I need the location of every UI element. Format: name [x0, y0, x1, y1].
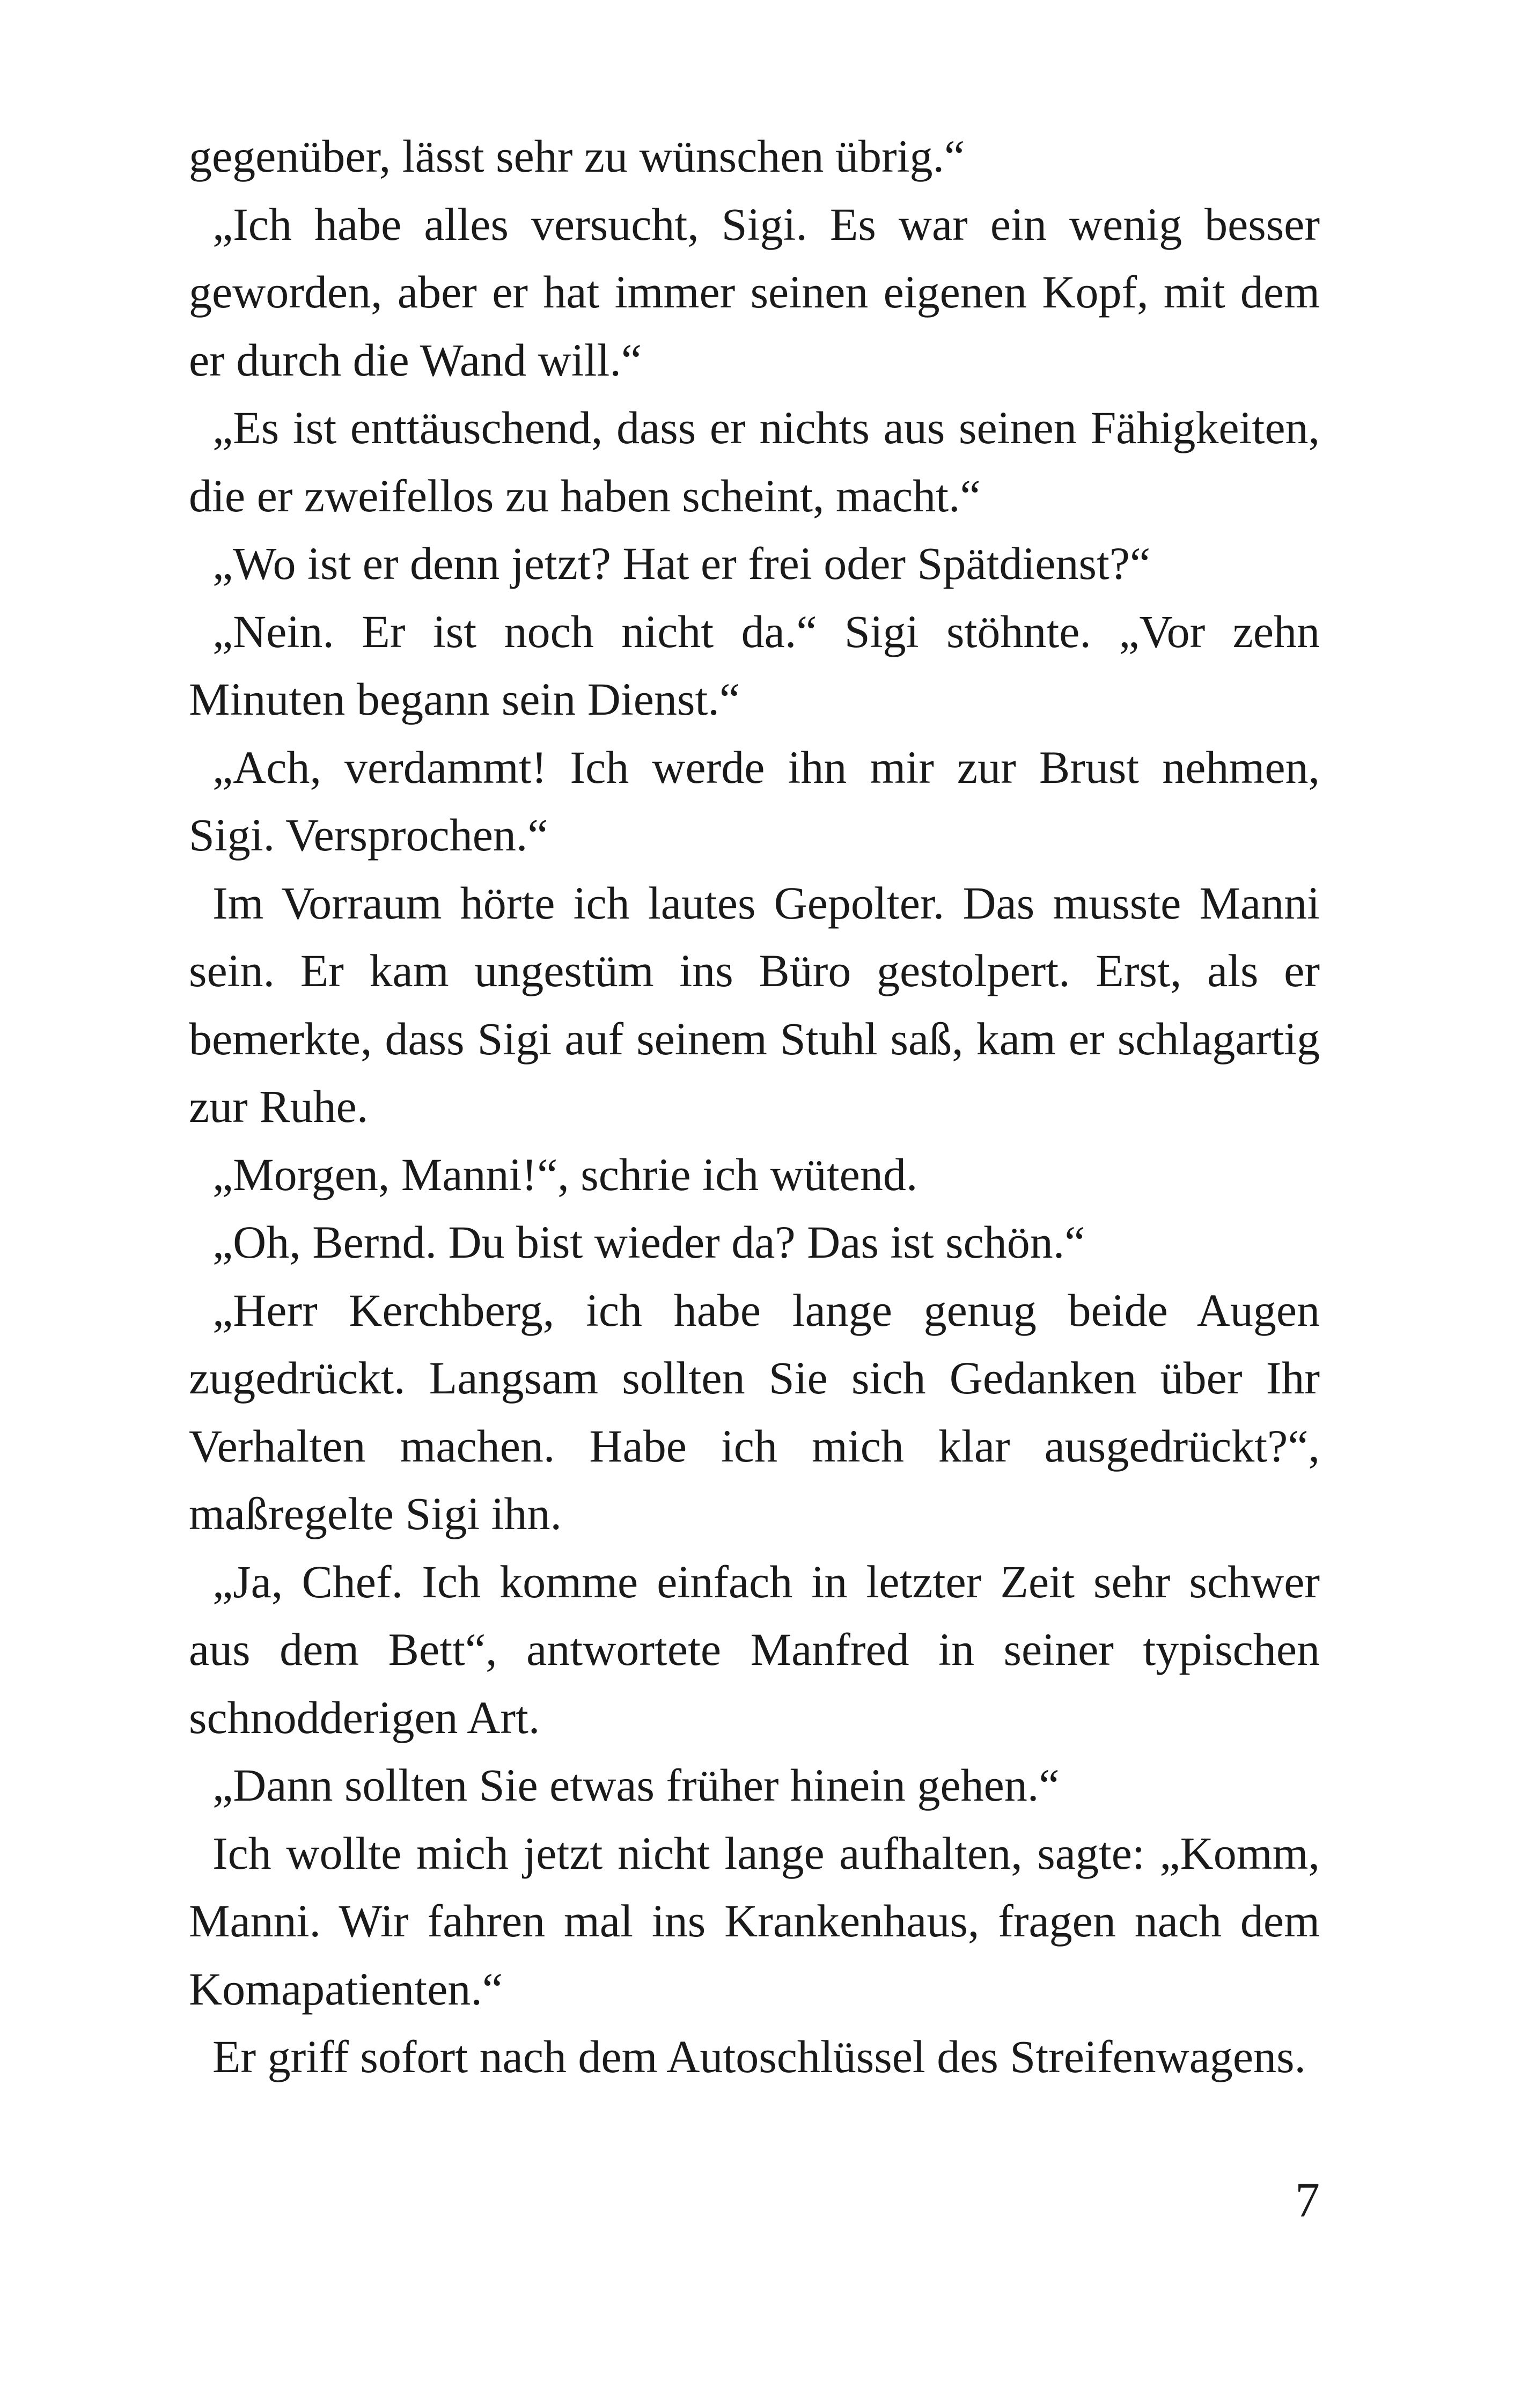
page-number: 7 — [1295, 2172, 1320, 2227]
paragraph-2: „Ich habe alles versucht, Sigi. Es war ein wenig besser geworden, aber er hat immer seinen eigenen Kopf, mit dem er durch die Wand will.“ — [189, 198, 1320, 386]
paragraph-6: „Ach, verdammt! Ich werde ihn mir zur Brust nehmen, Sigi. Versprochen.“ — [189, 741, 1320, 861]
paragraph-7: Im Vorraum hörte ich lautes Gepolter. Das musste Manni sein. Er kam ungestüm ins Büro gestolpert. Erst, als er bemerkte, dass Sigi auf seinem Stuhl saß, kam er schlagartig zur Ruhe. — [189, 877, 1320, 1132]
paragraph-12: „Dann sollten Sie etwas früher hinein gehen.“ — [212, 1759, 1060, 1811]
paragraph-11: „Ja, Chef. Ich komme einfach in letzter Zeit sehr schwer aus dem Bett“, antwortete Manfred in seiner typischen schnodderigen Art. — [189, 1555, 1320, 1743]
page-body — [189, 122, 1320, 2091]
paragraph-10: „Herr Kerchberg, ich habe lange genug beide Augen zugedrückt. Langsam sollten Sie sich Gedanken über Ihr Verhalten machen. Habe ich mich klar ausgedrückt?“, maßregelte Sigi ihn. — [189, 1284, 1320, 1539]
paragraph-8: „Morgen, Manni!“, schrie ich wütend. — [212, 1148, 918, 1200]
paragraph-1: gegenüber, lässt sehr zu wünschen übrig.“ — [189, 130, 965, 182]
paragraph-9: „Oh, Bernd. Du bist wieder da? Das ist schön.“ — [212, 1216, 1085, 1268]
paragraph-14: Er griff sofort nach dem Autoschlüssel des Streifenwagens. — [212, 2031, 1306, 2082]
paragraph-4: „Wo ist er denn jetzt? Hat er frei oder Spätdienst?“ — [212, 538, 1151, 589]
paragraph-5: „Nein. Er ist noch nicht da.“ Sigi stöhnte. „Vor zehn Minuten begann sein Dienst.“ — [189, 605, 1320, 725]
paragraph-13: Ich wollte mich jetzt nicht lange aufhalten, sagte: „Komm, Manni. Wir fahren mal ins Krankenhaus, fragen nach dem Komapatienten.“ — [189, 1827, 1320, 2015]
paragraph-3: „Es ist enttäuschend, dass er nichts aus seinen Fähigkeiten, die er zweifellos zu haben scheint, macht.“ — [189, 402, 1320, 522]
